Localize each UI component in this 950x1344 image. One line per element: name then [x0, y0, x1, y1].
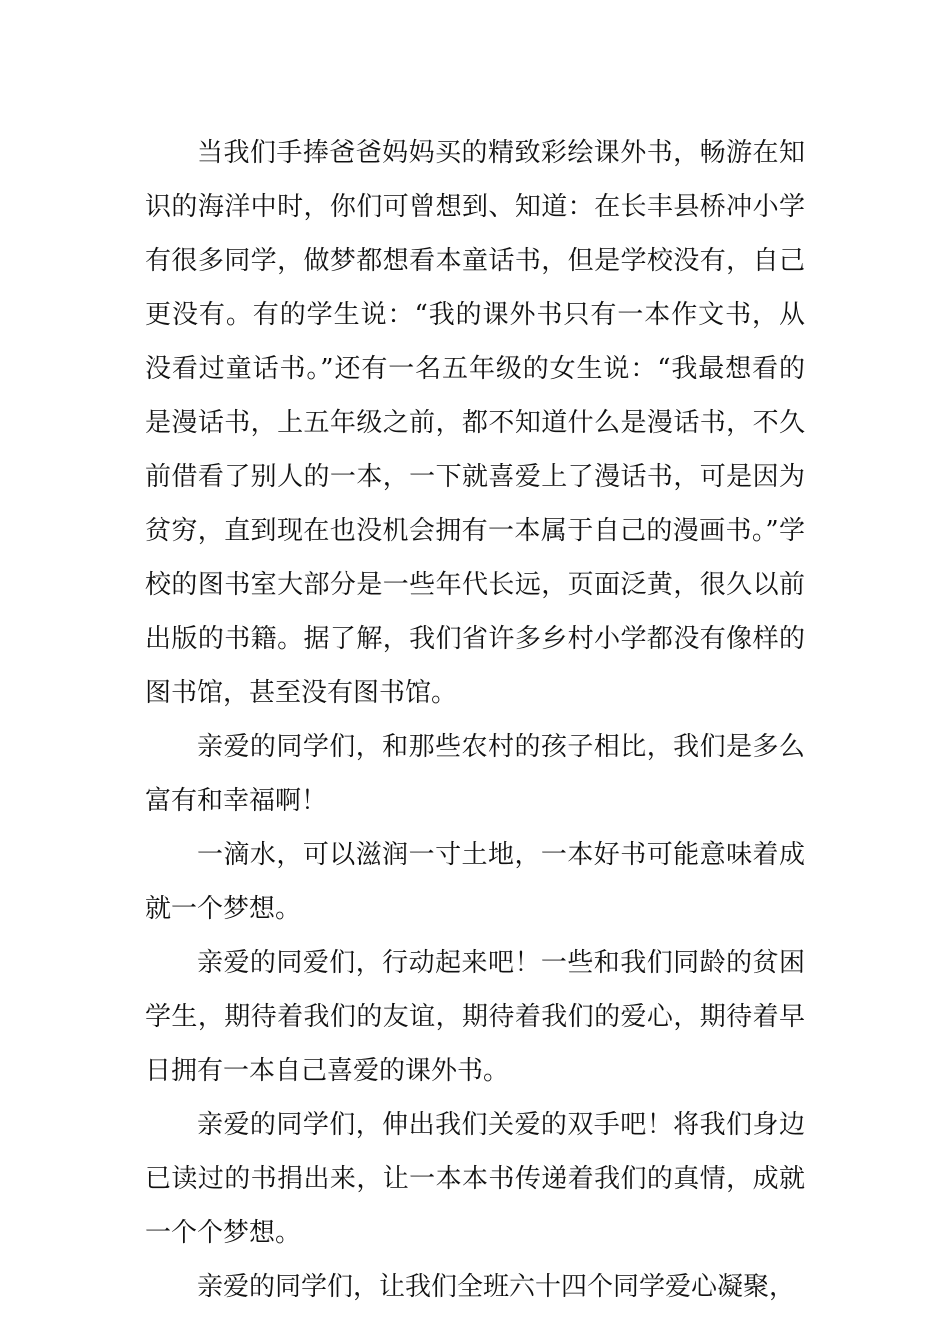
- body-text: [145, 126, 805, 1314]
- paragraph-4: 亲爱的同爱们，行动起来吧！一些和我们同龄的贫困学生，期待着我们的友谊，期待着我们的爱心，期待着早日拥有一本自己喜爱的课外书。: [145, 948, 805, 1086]
- paragraph-5: 亲爱的同学们，伸出我们关爱的双手吧！将我们身边已读过的书捐出来，让一本本书传递着我们的真情，成就一个个梦想。: [145, 1110, 805, 1248]
- paragraph-2: 亲爱的同学们，和那些农村的孩子相比，我们是多么富有和幸福啊！: [145, 732, 805, 816]
- paragraph-3: 一滴水，可以滋润一寸土地，一本好书可能意味着成就一个梦想。: [145, 840, 805, 924]
- paragraph-6: 亲爱的同学们，让我们全班六十四个同学爱心凝聚，: [197, 1272, 796, 1302]
- paragraph-1: 当我们手捧爸爸妈妈买的精致彩绘课外书，畅游在知识的海洋中时，你们可曾想到、知道：在长丰县桥冲小学有很多同学，做梦都想看本童话书，但是学校没有，自己更没有。有的学生说：“我的课外书只有一本作文书，从没看过童话书。”还有一名五年级的女生说：“我最想看的是漫话书，上五年级之前，都不知道什么是漫话书，不久前借看了别人的一本，一下就喜爱上了漫话书，可是因为贫穷，直到现在也没机会拥有一本属于自己的漫画书。”学校的图书室大部分是一些年代长远，页面泛黄，很久以前出版的书籍。据了解，我们省许多乡村小学都没有像样的图书馆，甚至没有图书馆。: [145, 138, 805, 708]
